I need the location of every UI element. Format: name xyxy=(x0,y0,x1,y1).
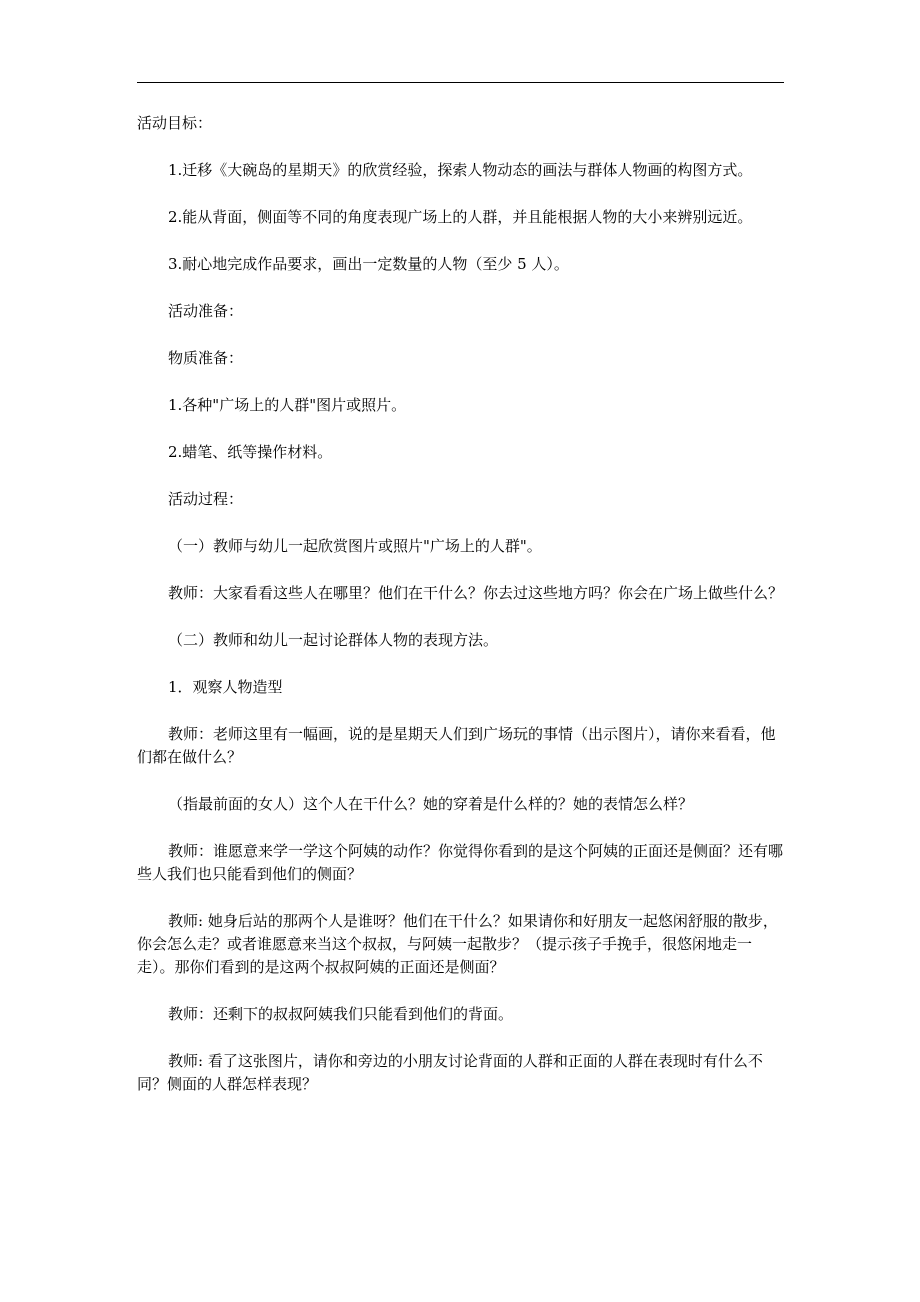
goal-item-1: 1.迁移《大碗岛的星期天》的欣赏经验，探索人物动态的画法与群体人物画的构图方式。 xyxy=(168,161,753,179)
teacher-dialogue: 教师：还剩下的叔叔阿姨我们只能看到他们的背面。 xyxy=(168,1005,514,1023)
section-heading-process: 活动过程： xyxy=(168,490,244,508)
teacher-dialogue: 教师：老师这里有一幅画，说的是星期天人们到广场玩的事情（出示图片），请你来看看，他们都在做什么？ xyxy=(137,725,776,766)
process-step-1: （一）教师与幼儿一起欣赏图片或照片"广场上的人群"。 xyxy=(168,537,542,555)
teacher-dialogue: 教师: 看了这张图片，请你和旁边的小朋友讨论背面的人群和正面的人群在表现时有什么不同？侧面的人群怎样表现？ xyxy=(137,1052,763,1093)
goal-item-2: 2.能从背面，侧面等不同的角度表现广场上的人群，并且能根据人物的大小来辨别远近。 xyxy=(168,208,753,226)
document-body xyxy=(137,112,785,1120)
section-heading-preparation: 活动准备： xyxy=(168,302,244,320)
process-step-2: （二）教师和幼儿一起讨论群体人物的表现方法。 xyxy=(168,631,499,649)
section-heading-goals: 活动目标： xyxy=(137,114,213,132)
teacher-dialogue: 教师：谁愿意来学一学这个阿姨的动作？你觉得你看到的是这个阿姨的正面还是侧面？还有哪些人我们也只能看到他们的侧面？ xyxy=(137,842,784,883)
subheading-materials: 物质准备： xyxy=(168,349,244,367)
material-item-2: 2.蜡笔、纸等操作材料。 xyxy=(168,443,333,461)
header-rule xyxy=(137,82,784,83)
process-substep-1: 1．观察人物造型 xyxy=(168,678,283,696)
teacher-dialogue: 教师: 她身后站的那两个人是谁呀？他们在干什么？如果请你和好朋友一起悠闲舒服的散步，你会怎么走？或者谁愿意来当这个叔叔，与阿姨一起散步？（提示孩子手挽手，很悠闲地走一走）。那你们看到的是这两个叔叔阿姨的正面还是侧面？ xyxy=(137,912,778,976)
material-item-1: 1.各种"广场上的人群"图片或照片。 xyxy=(168,396,407,414)
teacher-dialogue: 教师：大家看看这些人在哪里？他们在干什么？你去过这些地方吗？你会在广场上做些什么？ xyxy=(168,584,784,602)
dialogue-paragraph: （指最前面的女人）这个人在干什么？她的穿着是什么样的？她的表情怎么样？ xyxy=(168,795,694,813)
goal-item-3: 3.耐心地完成作品要求，画出一定数量的人物（至少 5 人）。 xyxy=(168,255,569,273)
